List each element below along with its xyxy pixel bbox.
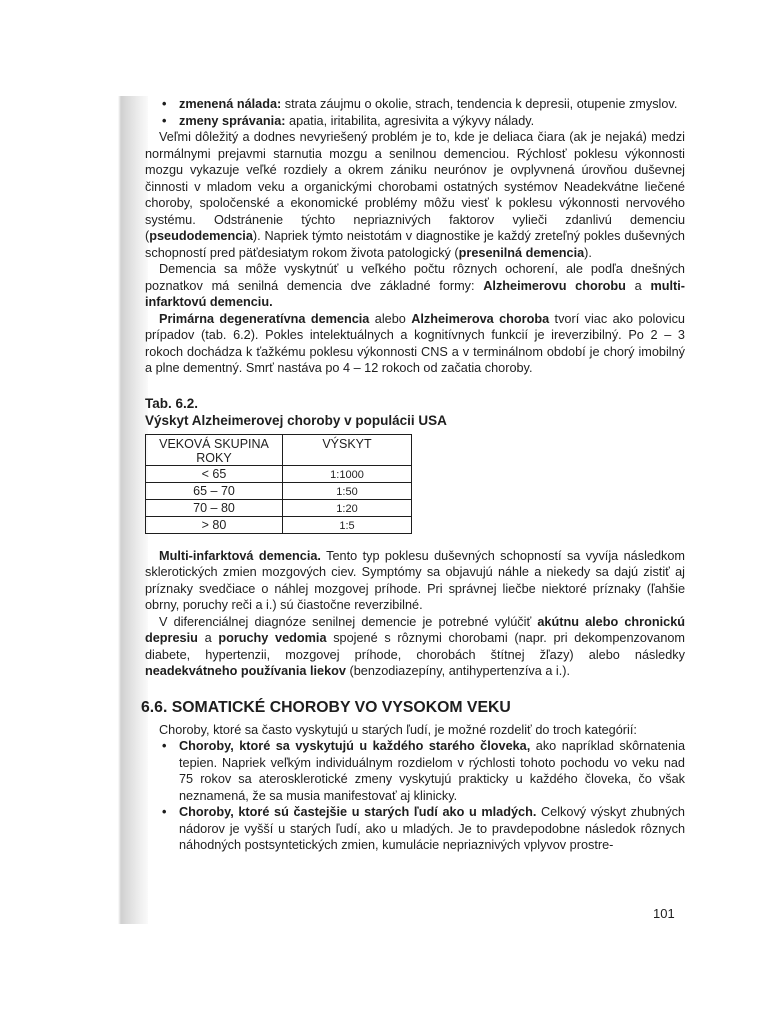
list-item: • zmeny správania: apatia, iritabilita, agresivita a výkyvy nálady. <box>179 113 685 130</box>
table-header-age-group: VEKOVÁ SKUPINA ROKY <box>146 434 283 465</box>
table-number: Tab. 6.2. <box>145 395 199 411</box>
symptom-list <box>145 96 685 129</box>
paragraph-dementia-forms: Demencia sa môže vyskytnúť u veľkého počtu rôznych ochorení, ale podľa dnešných poznatkov má senilná demencia dve základné formy: Alzheimerovu chorobu a multi-infarktovú demenciu. <box>145 262 685 309</box>
page-gutter-shadow <box>0 96 148 924</box>
list-item: • zmenená nálada: strata záujmu o okolie, strach, tendencia k depresii, otupenie zmyslov. <box>179 96 685 113</box>
table-row: 70 – 80 1:20 <box>146 499 412 516</box>
table-row: 65 – 70 1:50 <box>146 482 412 499</box>
section-heading: 6.6. SOMATICKÉ CHOROBY VO VYSOKOM VEKU <box>141 698 511 716</box>
alzheimer-incidence-table <box>145 434 412 534</box>
table-header-incidence: VÝSKYT <box>283 434 412 465</box>
list-item: • Choroby, ktoré sú častejšie u starých ľudí ako u mladých. Celkový výskyt zhubných nádorov je vyšší u starých ľudí, ako u mladých. Je to pravdepodobne následok rôznych náhodných postsyntetických zmien, kumulácie nepriaznivých vplyvov prostre- <box>179 804 685 854</box>
paragraph-dementia-boundary: Veľmi dôležitý a dodnes nevyriešený problém je to, kde je deliaca čiara (ak je nejaká) medzi normálnymi prejavmi starnutia mozgu a senilnou demenciou. Rýchlosť poklesu výkonnosti mozgu vykazuje veľké rozdiely a okrem zániku neurónov je ovplyvnená úrovňou duševnej činnosti v mladom veku a organickými chorobami ostatných systémov Neadekvátne liečené choroby, spoločenské a ekonomické problémy môžu viesť k poklesu výkonnosti nervového systému. Odstránenie týchto nepriaznivých faktorov vylieči zdanlivú demenciu (pseudodemencia). Napriek týmto neistotám v diagnostike je každý zreteľný pokles duševných schopností pred päťdesiatym rokom života patologický (presenilná demencia). <box>145 130 685 260</box>
table-row: > 80 1:5 <box>146 516 412 533</box>
page-number: 101 <box>653 906 675 921</box>
disease-category-list <box>145 738 685 854</box>
table-row: < 65 1:1000 <box>146 465 412 482</box>
list-item: • Choroby, ktoré sa vyskytujú u každého starého človeka, ako napríklad skôrnatenia tepien. Napriek veľkým individuálnym rozdielom v rýchlosti tohoto pochodu vo veku nad 75 rokov sa aterosklerotické zmeny vyskytujú prakticky u každého človeka, čo však neznamená, že sa musia manifestovať aj klinicky. <box>179 738 685 804</box>
paragraph-multi-infarct: Multi-infarktová demencia. Tento typ poklesu duševných schopností sa vyvíja následkom sklerotických zmien mozgových ciev. Symptómy sa objavujú náhle a niekedy sa dajú zistiť aj príznaky svedčiace o náhlej mozgovej príhode. Pri správnej liečbe niektoré príznaky (ľahšie obrny, poruchy reči a i.) sú čiastočne reverzibilné. <box>145 548 685 612</box>
section-intro: Choroby, ktoré sa často vyskytujú u starých ľudí, je možné rozdeliť do troch kategórií: <box>159 722 637 737</box>
table-title: Výskyt Alzheimerovej choroby v populácii USA <box>145 412 447 428</box>
paragraph-differential-diagnosis: V diferenciálnej diagnóze senilnej demencie je potrebné vylúčiť akútnu alebo chronickú depresiu a poruchy vedomia spojené s rôznymi chorobami (napr. pri dekompenzovanom diabete, hypertenzii, mozgovej príhode, chorobách štítnej žľazy) alebo následky neadekvátneho používania liekov (benzodiazepíny, antihypertenzíva a i.). <box>145 614 686 678</box>
paragraph-alzheimer: Primárna degeneratívna demencia alebo Alzheimerova choroba tvorí viac ako polovicu prípadov (tab. 6.2). Pokles intelektuálnych a kognitívnych funkcií je ireverzibilný. Po 2 – 3 rokoch dochádza k ťažkému poklesu výkonnosti CNS a v terminálnom období je chorý imobilný a plne dementný. Smrť nastáva po 4 – 12 rokoch od začatia choroby. <box>145 311 685 375</box>
book-page <box>141 96 686 854</box>
